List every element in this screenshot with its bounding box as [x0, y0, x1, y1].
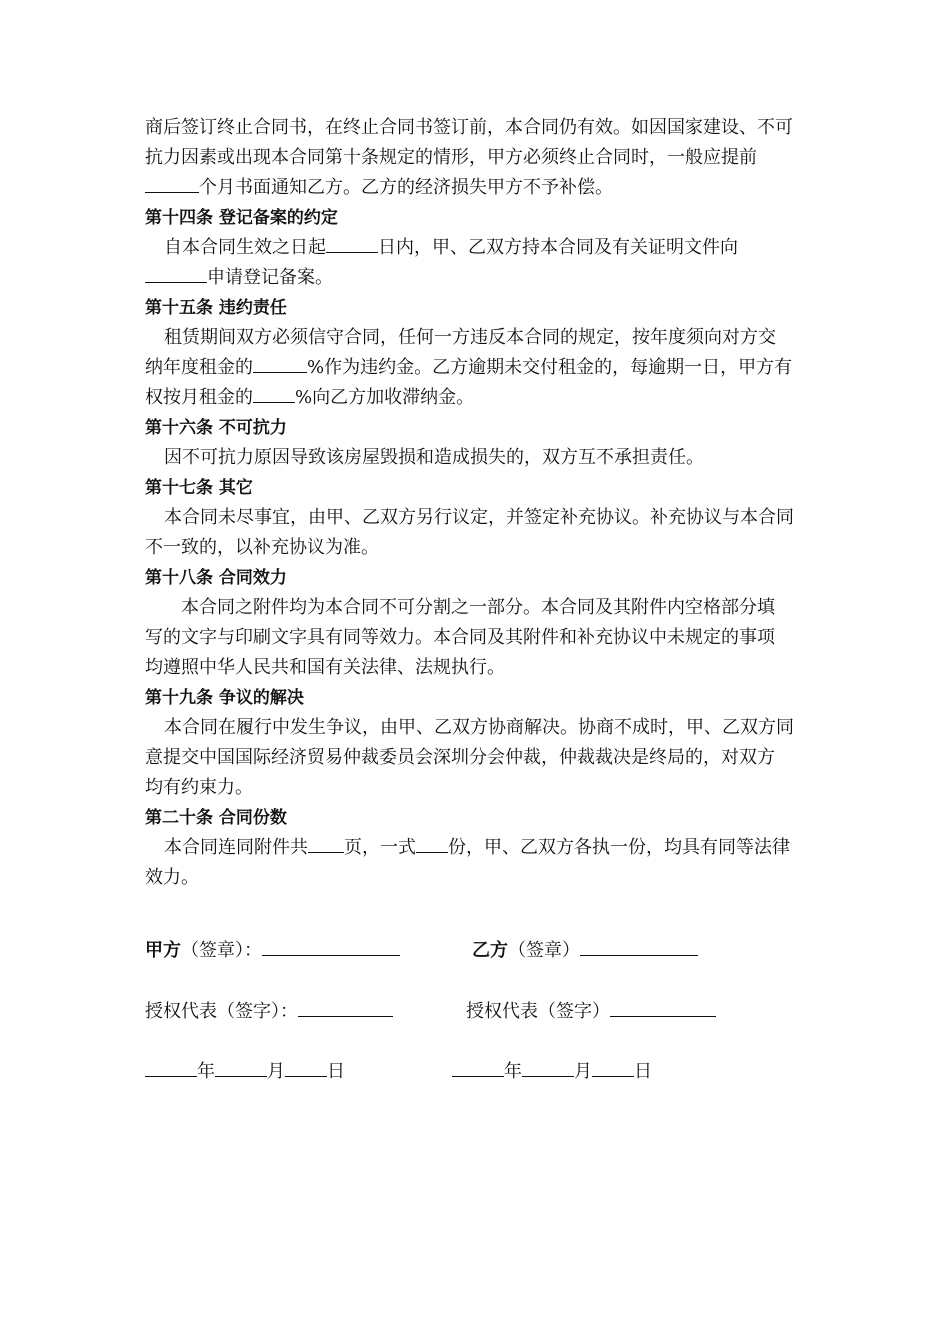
article-heading: 第十七条 其它: [145, 478, 253, 498]
rep-a-signature-line: [298, 999, 393, 1017]
paragraph-line: [145, 233, 810, 263]
blank-field: [416, 835, 448, 853]
month-label: 月: [267, 1061, 285, 1082]
blank-field: [253, 355, 307, 373]
rep-b-signature: [466, 999, 716, 1024]
paragraph-line: 意提交中国国际经济贸易仲裁委员会深圳分会仲裁，仲裁裁决是终局的，对双方: [145, 747, 775, 768]
paragraph-text: 本合同连同附件共: [164, 837, 308, 858]
blank-field: [308, 835, 344, 853]
article-heading: 第二十条 合同份数: [145, 808, 287, 828]
day-blank: [285, 1059, 327, 1077]
article-heading: 第十九条 争议的解决: [145, 688, 304, 708]
contract-page: [145, 113, 810, 893]
rep-a-signature: [145, 999, 393, 1024]
rep-a-label: 授权代表（签字）：: [145, 1001, 298, 1022]
month-blank: [215, 1059, 267, 1077]
paragraph-text: 纳年度租金的: [145, 357, 253, 378]
party-a-suffix: （签章）：: [181, 940, 262, 961]
paragraph-line: [145, 173, 810, 203]
paragraph-text: 页，一式: [344, 837, 416, 858]
month-blank: [522, 1059, 574, 1077]
article-heading: 第十四条 登记备案的约定: [145, 208, 338, 228]
year-label: 年: [504, 1061, 522, 1082]
paragraph-line: 本合同在履行中发生争议，由甲、乙双方协商解决。协商不成时，甲、乙双方同: [164, 717, 794, 738]
paragraph-line: 本合同未尽事宜，由甲、乙双方另行议定，并签定补充协议。补充协议与本合同: [164, 507, 794, 528]
article-heading: 第十五条 违约责任: [145, 298, 287, 318]
year-blank: [145, 1059, 197, 1077]
paragraph-line: 均有约束力。: [145, 777, 253, 798]
rep-b-signature-line: [610, 999, 716, 1017]
day-blank: [592, 1059, 634, 1077]
paragraph-line: 不一致的，以补充协议为准。: [145, 537, 379, 558]
party-a-signature-line: [262, 938, 400, 956]
paragraph-line: [145, 383, 810, 413]
paragraph-line: 均遵照中华人民共和国有关法律、法规执行。: [145, 657, 505, 678]
blank-field: [145, 175, 199, 193]
party-b-label: 乙方: [472, 940, 508, 961]
paragraph-line: 本合同之附件均为本合同不可分割之一部分。本合同及其附件内空格部分填: [181, 597, 775, 618]
paragraph-text: 申请登记备案。: [207, 267, 333, 288]
paragraph-line: [145, 263, 810, 293]
date-a: [145, 1059, 345, 1084]
paragraph-line: 租赁期间双方必须信守合同，任何一方违反本合同的规定，按年度须向对方交: [164, 327, 776, 348]
party-a-signature: [145, 938, 400, 963]
paragraph-line: 效力。: [145, 867, 199, 888]
paragraph-text: 份，甲、乙双方各执一份，均具有同等法律: [448, 837, 790, 858]
date-b: [452, 1059, 652, 1084]
paragraph-line: 抗力因素或出现本合同第十条规定的情形，甲方必须终止合同时，一般应提前: [145, 147, 757, 168]
rep-b-label: 授权代表（签字）: [466, 1001, 610, 1022]
blank-field: [253, 385, 295, 403]
article-heading: 第十八条 合同效力: [145, 568, 287, 588]
party-b-suffix: （签章）: [508, 940, 580, 961]
month-label: 月: [574, 1061, 592, 1082]
day-label: 日: [634, 1061, 652, 1082]
year-label: 年: [197, 1061, 215, 1082]
paragraph-line: [145, 833, 810, 863]
party-b-signature-line: [580, 938, 698, 956]
party-b-signature: [472, 938, 698, 963]
party-a-label: 甲方: [145, 940, 181, 961]
paragraph-line: 写的文字与印刷文字具有同等效力。本合同及其附件和补充协议中未规定的事项: [145, 627, 775, 648]
paragraph-line: 因不可抗力原因导致该房屋毁损和造成损失的，双方互不承担责任。: [164, 447, 704, 468]
paragraph-line: 商后签订终止合同书，在终止合同书签订前，本合同仍有效。如因国家建设、不可: [145, 117, 793, 138]
paragraph-line: [145, 353, 810, 383]
day-label: 日: [327, 1061, 345, 1082]
paragraph-text: 自本合同生效之日起: [164, 237, 326, 258]
year-blank: [452, 1059, 504, 1077]
paragraph-text: 日内，甲、乙双方持本合同及有关证明文件向: [378, 237, 738, 258]
paragraph-text: 权按月租金的: [145, 387, 253, 408]
paragraph-text: 个月书面通知乙方。乙方的经济损失甲方不予补偿。: [199, 177, 613, 198]
blank-field: [145, 265, 207, 283]
blank-field: [326, 235, 378, 253]
paragraph-text: %作为违约金。乙方逾期未交付租金的，每逾期一日，甲方有: [307, 357, 793, 378]
article-heading: 第十六条 不可抗力: [145, 418, 287, 438]
paragraph-text: %向乙方加收滞纳金。: [295, 387, 475, 408]
